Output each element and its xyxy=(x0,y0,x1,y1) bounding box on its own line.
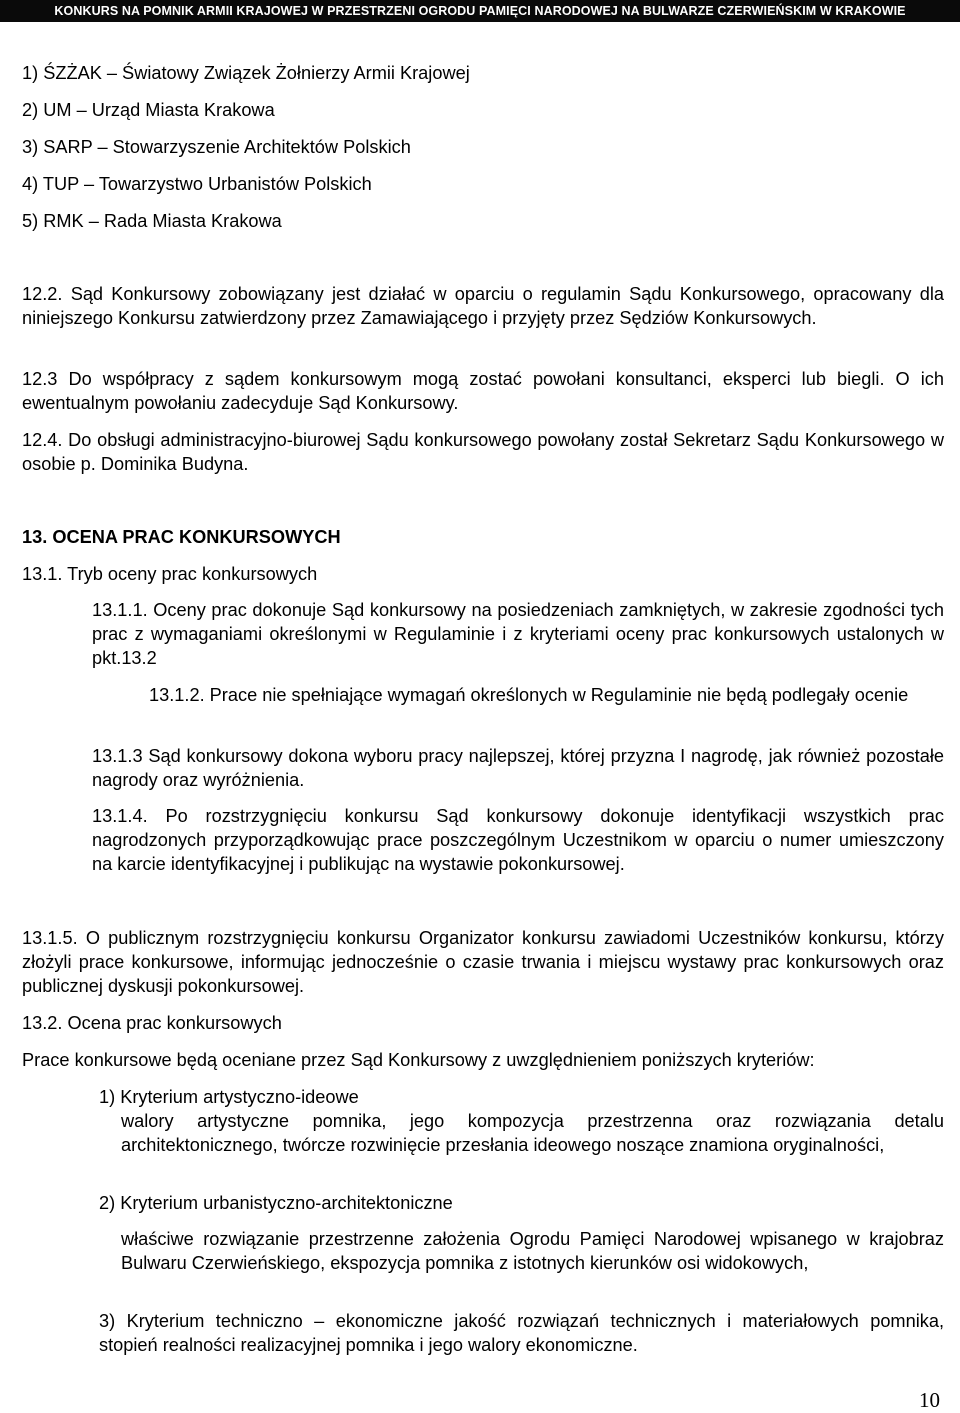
list-item: 2) UM – Urząd Miasta Krakowa xyxy=(22,100,275,120)
paragraph-13-1-1: 13.1.1. Oceny prac dokonuje Sąd konkursowy na posiedzeniach zamkniętych, w zakresie zgodności tych prac z wymaganiami określonymi w Regulaminie i z kryteriami oceny prac konkursowych ustalonych w pkt.13.2 xyxy=(92,600,944,668)
list-item: 3) SARP – Stowarzyszenie Architektów Polskich xyxy=(22,137,411,157)
criterion-text: walory artystyczne pomnika, jego kompozycja przestrzenna oraz rozwiązania detalu architektonicznego, twórcze rozwinięcie przesłania ideowego noszące znamiona oryginalności, xyxy=(121,1111,944,1155)
paragraph-13-1-5: 13.1.5. O publicznym rozstrzygnięciu konkursu Organizator konkursu zawiadomi Uczestników konkursu, którzy złożyli prace konkursowe, informując jednocześnie o czasie trwania i miejscu wystawy prac konkursowych oraz publicznej dyskusji pokonkursowej. xyxy=(22,928,944,996)
criterion-heading: 3) Kryterium techniczno – ekonomiczne jakość rozwiązań technicznych i materiałowych pomnika, stopień realności realizacyjnej pomnika i jego walory ekonomiczne. xyxy=(99,1311,944,1355)
paragraph-13-1-3: 13.1.3 Sąd konkursowy dokona wyboru pracy najlepszej, której przyzna I nagrodę, jak również pozostałe nagrody oraz wyróżnienia. xyxy=(92,746,944,790)
criterion-text: właściwe rozwiązanie przestrzenne założenia Ogrodu Pamięci Narodowej wpisanego w krajobraz Bulwaru Czerwieńskiego, ekspozycja pomnika z istotnych kierunków osi widokowych, xyxy=(121,1229,944,1273)
paragraph-12-2: 12.2. Sąd Konkursowy zobowiązany jest działać w oparciu o regulamin Sądu Konkursowego, opracowany dla niniejszego Konkursu zatwierdzony przez Zamawiającego i przyjęty przez Sędziów Konkursowych. xyxy=(22,284,944,328)
page-number: 10 xyxy=(919,1388,940,1412)
criterion-heading: 1) Kryterium artystyczno-ideowe xyxy=(99,1087,359,1107)
paragraph-13-1-2: 13.1.2. Prace nie spełniające wymagań określonych w Regulaminie nie będą podlegały ocenie xyxy=(149,685,909,705)
subsection-13-2-title: 13.2. Ocena prac konkursowych xyxy=(22,1013,282,1033)
list-item: 1) ŚZŻAK – Światowy Związek Żołnierzy Armii Krajowej xyxy=(22,63,470,83)
list-item: 4) TUP – Towarzystwo Urbanistów Polskich xyxy=(22,174,372,194)
document-header: KONKURS NA POMNIK ARMII KRAJOWEJ W PRZESTRZENI OGRODU PAMIĘCI NARODOWEJ NA BULWARZE CZERWIEŃSKIM W KRAKOWIE xyxy=(0,0,960,22)
paragraph-12-3: 12.3 Do współpracy z sądem konkursowym mogą zostać powołani konsultanci, eksperci lub biegli. O ich ewentualnym powołaniu zadecyduje Sąd Konkursowy. xyxy=(22,369,944,413)
paragraph-13-1-4: 13.1.4. Po rozstrzygnięciu konkursu Sąd konkursowy dokonuje identyfikacji wszystkich prac nagrodzonych przyporządkowując prace poszczególnym Uczestnikom w oparciu o numer umieszczony na karcie identyfikacyjnej i publikując na wystawie pokonkursowej. xyxy=(92,806,944,874)
section-13-title: 13. OCENA PRAC KONKURSOWYCH xyxy=(22,527,341,547)
subsection-13-1-title: 13.1. Tryb oceny prac konkursowych xyxy=(22,564,318,584)
paragraph-12-4: 12.4. Do obsługi administracyjno-biurowej Sądu konkursowego powołany został Sekretarz Sądu Konkursowego w osobie p. Dominika Budyna. xyxy=(22,430,944,474)
list-item: 5) RMK – Rada Miasta Krakowa xyxy=(22,211,282,231)
criteria-intro: Prace konkursowe będą oceniane przez Sąd Konkursowy z uwzględnieniem poniższych kryteriów: xyxy=(22,1050,815,1070)
criterion-heading: 2) Kryterium urbanistyczno-architektoniczne xyxy=(99,1193,453,1213)
